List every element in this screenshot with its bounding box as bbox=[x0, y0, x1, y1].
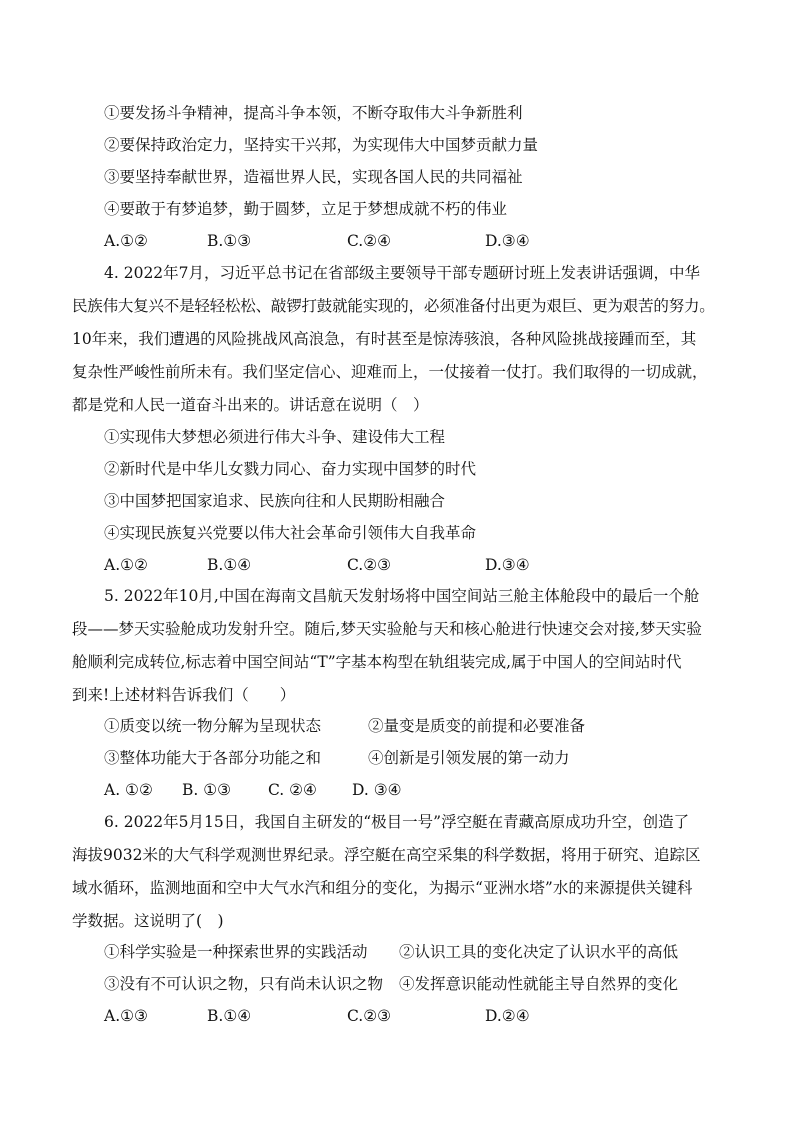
q6-stem-line-2: 海拔9032米的大气科学观测世界纪录。浮空艇在高空采集的科学数据，将用于研究、追踪区 bbox=[72, 846, 701, 864]
q5-stem-line-3: 舱顺利完成转位,标志着中国空间站“T”字基本构型在轨组装完成,属于中国人的空间站时代 bbox=[72, 653, 682, 671]
q6-stem-line-3: 域水循环，监测地面和空中大气水汽和组分的变化，为揭示“亚洲水塔”水的来源提供关键科 bbox=[72, 879, 693, 897]
q5-choice-b: B. ①③ bbox=[182, 781, 232, 799]
q6-choice-d: D.②④ bbox=[485, 1007, 530, 1025]
q4-stem-line-2: 民族伟大复兴不是轻轻松松、敲锣打鼓就能实现的，必须准备付出更为艰巨、更为艰苦的努力。 bbox=[72, 297, 715, 315]
q6-stem-line-1: 6. 2022年5月15日，我国自主研发的“极目一号”浮空艇在青藏高原成功升空，创造了 bbox=[104, 813, 690, 831]
q6-option-3: ③没有不可认识之物，只有尚未认识之物 bbox=[104, 975, 384, 993]
q5-choice-d: D. ③④ bbox=[352, 781, 402, 799]
q3-choice-d: D.③④ bbox=[485, 232, 530, 250]
q5-choice-c: C. ②④ bbox=[268, 781, 317, 799]
q3-choice-b: B.①③ bbox=[207, 232, 252, 250]
q6-choice-a: A.①③ bbox=[104, 1007, 148, 1025]
q3-choice-c: C.②④ bbox=[347, 232, 392, 250]
q5-stem-line-4: 到来!上述材料告诉我们（ ） bbox=[72, 686, 296, 704]
q4-option-2: ②新时代是中华儿女戮力同心、奋力实现中国梦的时代 bbox=[104, 460, 477, 478]
q5-stem-line-2: 段——梦天实验舱成功发射升空。随后,梦天实验舱与天和核心舱进行快速交会对接,梦天实验 bbox=[72, 620, 702, 638]
q6-choice-c: C.②③ bbox=[347, 1007, 392, 1025]
q3-option-4: ④要敢于有梦追梦，勤于圆梦，立足于梦想成就不朽的伟业 bbox=[104, 200, 508, 218]
q3-option-3: ③要坚持奉献世界，造福世界人民，实现各国人民的共同福祉 bbox=[104, 168, 523, 186]
q3-choice-a: A.①② bbox=[104, 232, 148, 250]
q4-choice-d: D.③④ bbox=[485, 556, 530, 574]
q4-option-1: ①实现伟大梦想必须进行伟大斗争、建设伟大工程 bbox=[104, 428, 446, 446]
q4-choice-c: C.②③ bbox=[347, 556, 392, 574]
q4-option-4: ④实现民族复兴党要以伟大社会革命引领伟大自我革命 bbox=[104, 524, 477, 542]
q3-option-1: ①要发扬斗争精神，提高斗争本领，不断夺取伟大斗争新胜利 bbox=[104, 104, 523, 122]
q6-option-1: ①科学实验是一种探索世界的实践活动 bbox=[104, 943, 368, 961]
q6-stem-line-4: 学数据。这说明了( ) bbox=[72, 912, 224, 930]
q6-option-2: ②认识工具的变化决定了认识水平的高低 bbox=[399, 943, 679, 961]
q5-option-3: ③整体功能大于各部分功能之和 bbox=[104, 749, 322, 767]
q6-option-4: ④发挥意识能动性就能主导自然界的变化 bbox=[399, 975, 679, 993]
q4-choice-b: B.①④ bbox=[207, 556, 252, 574]
q6-choice-b: B.①④ bbox=[207, 1007, 252, 1025]
q4-stem-line-1: 4. 2022年7月，习近平总书记在省部级主要领导干部专题研讨班上发表讲话强调，中华 bbox=[104, 264, 701, 282]
q5-option-1: ①质变以统一物分解为呈现状态 bbox=[104, 717, 322, 735]
q4-option-3: ③中国梦把国家追求、民族向往和人民期盼相融合 bbox=[104, 492, 446, 510]
q4-stem-line-3: 10年来，我们遭遇的风险挑战风高浪急，有时甚至是惊涛骇浪，各种风险挑战接踵而至，其 bbox=[72, 330, 697, 348]
q4-stem-line-4: 复杂性严峻性前所未有。我们坚定信心、迎难而上，一仗接着一仗打。我们取得的一切成就， bbox=[72, 363, 708, 381]
q5-option-2: ②量变是质变的前提和必要准备 bbox=[368, 717, 586, 735]
q4-stem-line-5: 都是党和人民一道奋斗出来的。讲话意在说明（ ） bbox=[72, 396, 429, 414]
q4-choice-a: A.①② bbox=[104, 556, 148, 574]
q3-option-2: ②要保持政治定力，坚持实干兴邦，为实现伟大中国梦贡献力量 bbox=[104, 136, 539, 154]
q5-stem-line-1: 5. 2022年10月,中国在海南文昌航天发射场将中国空间站三舱主体舱段中的最后一个舱 bbox=[104, 587, 700, 605]
q5-choice-a: A. ①② bbox=[104, 781, 153, 799]
q5-option-4: ④创新是引领发展的第一动力 bbox=[368, 749, 570, 767]
